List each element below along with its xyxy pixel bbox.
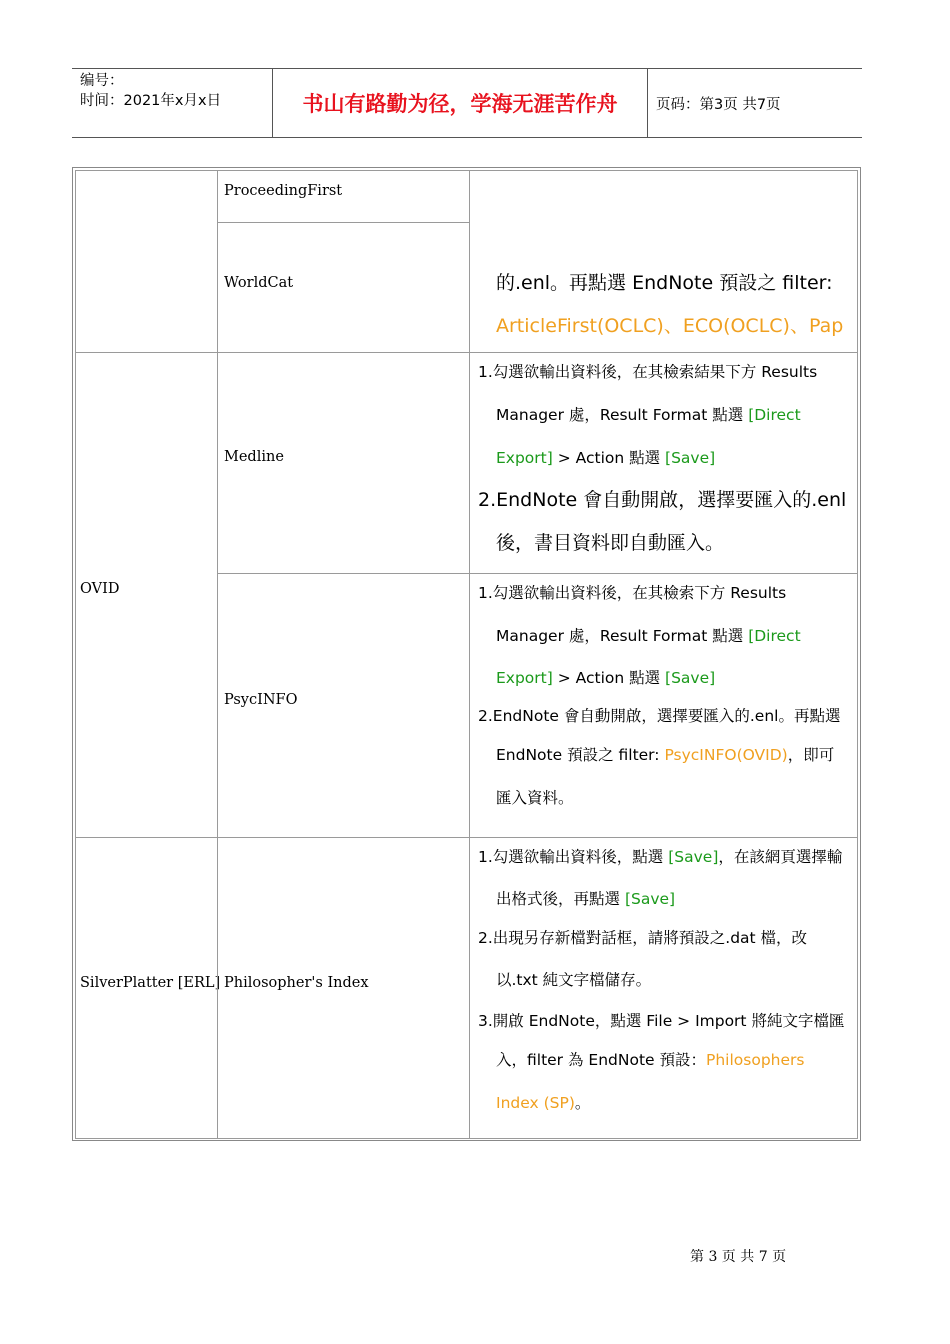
instructions-oclc	[478, 262, 851, 348]
direct-link-text: [Direct	[748, 406, 801, 424]
page-footer: 第 3 页 共 7 页	[690, 1249, 787, 1265]
step-2: 2.出現另存新檔對話框，請將預設之.dat 檔，改	[478, 929, 808, 947]
vendor-name: SilverPlatter [ERL]	[80, 975, 221, 991]
instructions-silverplatter	[478, 836, 851, 1125]
text: > Action 點選	[552, 669, 661, 687]
step-2-cont: 以.txt 純文字檔儲存。	[496, 971, 652, 989]
vendor-cell-empty	[75, 170, 218, 353]
filter-list: ArticleFirst(OCLC)、ECO(OCLC)、Pap	[496, 315, 844, 337]
instructions-cell-oclc	[469, 170, 858, 353]
text: 出格式後，再點選	[496, 890, 621, 908]
db-cell-psycinfo	[217, 573, 470, 838]
db-cell-philosophers-index	[217, 837, 470, 1139]
header-motto: 书山有路勤为径，学海无涯苦作舟	[302, 92, 618, 116]
step-1-cont	[478, 879, 851, 919]
save-link-text: [Save]	[624, 890, 676, 908]
step-2-cont2: 匯入資料。	[496, 789, 574, 807]
step-2-cont: 後，書目資料即自動匯入。	[496, 532, 725, 554]
step-1: 1.勾選欲輸出資料後，在其檢索下方 Results	[478, 584, 787, 602]
step-1: 1.勾選欲輸出資料後，在其檢索結果下方 Results	[478, 363, 818, 381]
filter-name: PsycINFO(OVID)	[664, 746, 788, 764]
step-1-cont2	[478, 437, 851, 480]
vendor-cell-silverplatter	[75, 837, 221, 1139]
text: 。	[574, 1094, 591, 1112]
endnote-filter-table	[72, 167, 861, 1141]
instruction-line: 的.enl。再點選 EndNote 預設之 filter:	[496, 272, 833, 294]
header-left	[80, 71, 270, 111]
text: ，在該網頁選擇輸	[718, 848, 843, 866]
filter-name: Philosophers	[706, 1051, 805, 1069]
document-time-label: 时间：2021年x月x日	[80, 93, 222, 109]
text: 1.勾選欲輸出資料後，點選	[478, 848, 664, 866]
step-1	[478, 836, 851, 879]
step-1-cont	[478, 394, 851, 437]
db-name: Philosopher's Index	[224, 975, 369, 991]
text: 入，filter 為 EndNote 預設：	[496, 1051, 706, 1069]
save-link-text: [Save]	[668, 848, 719, 866]
page-header	[72, 68, 862, 138]
db-name: ProceedingFirst	[224, 183, 343, 199]
export-link-text: Export]	[496, 669, 553, 687]
db-cell-worldcat	[217, 222, 470, 353]
export-link-text: Export]	[496, 449, 553, 467]
direct-link-text: [Direct	[748, 627, 801, 645]
step-2-cont	[478, 734, 851, 777]
text: > Action 點選	[552, 449, 661, 467]
db-cell-medline	[217, 352, 470, 574]
header-page-info: 页码：第3页 共7页	[656, 96, 781, 113]
db-name: PsycINFO	[224, 692, 298, 708]
text: Manager 處，Result Format 點選	[496, 406, 744, 424]
filter-name: Index (SP)	[496, 1094, 575, 1112]
step-2: 2.EndNote 會自動開啟，選擇要匯入的.enl。再點選	[478, 707, 841, 725]
instructions-medline	[478, 351, 851, 566]
vendor-name: OVID	[80, 581, 120, 597]
save-link-text: [Save]	[665, 669, 716, 687]
document-number-label: 编号：	[80, 73, 124, 89]
instructions-psycinfo	[478, 572, 851, 820]
text: ，即可	[787, 746, 835, 764]
step-2: 2.EndNote 會自動開啟，選擇要匯入的.enl	[478, 489, 847, 511]
db-name: Medline	[224, 449, 284, 465]
text: EndNote 預設之 filter:	[496, 746, 660, 764]
step-3: 3.開啟 EndNote，點選 File > Import 將純文字檔匯	[478, 1012, 845, 1030]
text: Manager 處，Result Format 點選	[496, 627, 744, 645]
step-3-cont	[478, 1039, 851, 1082]
db-cell-proceedingfirst	[217, 170, 470, 223]
save-link-text: [Save]	[665, 449, 716, 467]
db-name: WorldCat	[224, 275, 294, 291]
header-motto-box	[272, 69, 648, 137]
step-1-cont	[478, 615, 851, 658]
step-1-cont2	[478, 658, 851, 698]
step-3-cont2	[478, 1082, 851, 1125]
instructions-cell-medline	[469, 352, 858, 574]
instructions-cell-silverplatter	[469, 837, 858, 1139]
instructions-cell-psycinfo	[469, 573, 858, 838]
vendor-cell-ovid	[75, 352, 218, 838]
